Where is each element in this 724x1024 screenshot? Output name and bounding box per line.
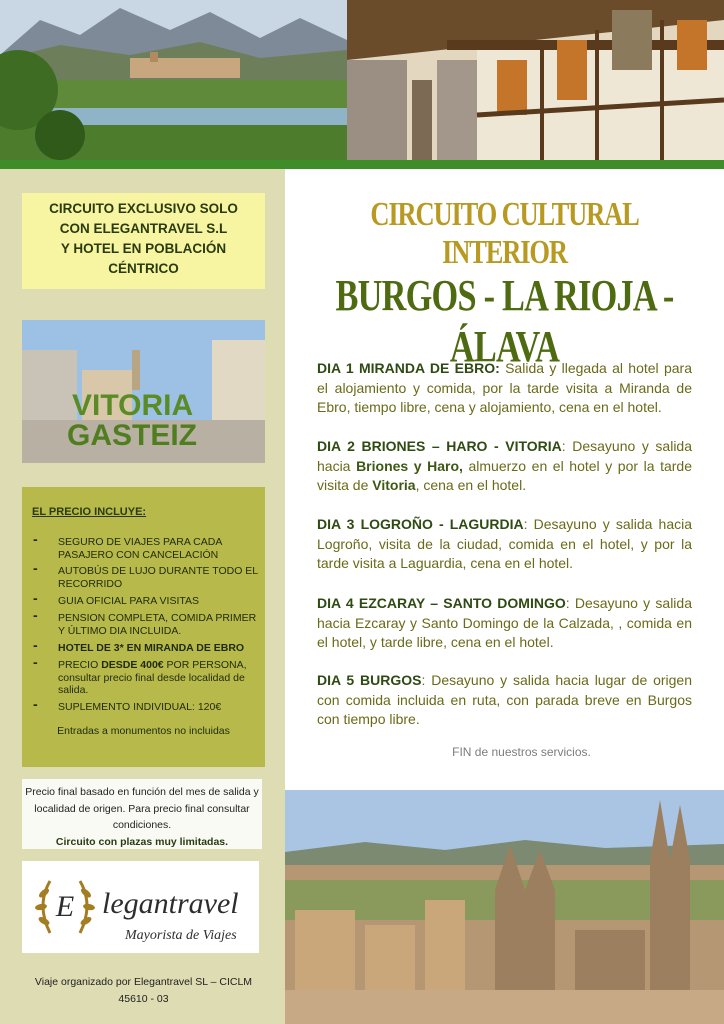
- vitoria-gasteiz-photo: [22, 320, 265, 463]
- bullet-dash: -: [33, 654, 38, 670]
- logo-name: legantravel: [102, 887, 239, 920]
- logo-tagline: Mayorista de Viajes: [125, 928, 237, 943]
- bullet-dash: -: [33, 590, 38, 606]
- include-item: SEGURO DE VIAJES PARA CADA PASAJERO CON CANCELACIÓN: [58, 536, 222, 561]
- include-item-price: PRECIO DESDE 400€ POR PERSONA, consultar precio final desde localidad de salida.: [58, 659, 247, 696]
- day-4-itinerary: DIA 4 EZCARAY – SANTO DOMINGO: Desayuno y salida hacia Ezcaray y Santo Domingo de la Calzada, , comida en el hotel, y tarde libre, cena en el hotel.: [317, 595, 692, 650]
- include-item: HOTEL DE 3* EN MIRANDA DE EBRO: [58, 642, 245, 654]
- gasteiz-sign-word: GASTEIZ: [67, 419, 198, 452]
- vitoria-sign-word: VITORIA: [72, 389, 194, 422]
- green-divider-band: [0, 160, 724, 169]
- half-timbered-building-photo: [347, 0, 724, 160]
- price-includes-title: EL PRECIO INCLUYE:: [32, 506, 147, 518]
- bullet-dash: -: [33, 607, 38, 623]
- include-item: GUIA OFICIAL PARA VISITAS: [58, 595, 200, 607]
- include-item: AUTOBÚS DE LUJO DURANTE TODO EL RECORRIDO: [58, 565, 258, 590]
- day-1-itinerary: DIA 1 MIRANDA DE EBRO: Salida y llegada al hotel para el alojamiento y comida, por la tarde visita a Miranda de Ebro, tiempo libre, cena y alojamiento, cena en el hotel.: [317, 360, 693, 415]
- intro-text: CIRCUITO EXCLUSIVO SOLO CON ELEGANTRAVEL S.L Y HOTEL EN POBLACIÓN CÉNTRICO: [49, 201, 238, 276]
- burgos-cathedral-photo: [285, 790, 724, 1024]
- day-5-itinerary: DIA 5 BURGOS: Desayuno y salida hacia lugar de origen con comida incluida en ruta, con parada breve en Burgos con tiempo libre.: [317, 672, 693, 727]
- organizer-note: Viaje organizado por Elegantravel SL – CICLM 45610 - 03: [34, 976, 253, 1005]
- vineyard-village-photo: [0, 0, 347, 160]
- include-item: SUPLEMENTO INDIVIDUAL: 120€: [58, 701, 222, 713]
- circuit-title: CIRCUITO CULTURAL INTERIOR: [370, 196, 639, 271]
- bullet-dash: -: [33, 696, 38, 712]
- entradas-note: Entradas a monumentos no incluidas: [57, 725, 230, 737]
- final-price-note: Precio final basado en función del mes de salida y localidad de origen. Para precio final consultar condiciones. Circuito con plazas muy limitadas.: [25, 786, 259, 848]
- include-item: PENSION COMPLETA, COMIDA PRIMER Y ÚLTIMO DIA INCLUIDA.: [58, 612, 257, 637]
- day-2-itinerary: DIA 2 BRIONES – HARO - VITORIA: Desayuno y salida hacia Briones y Haro, almuerzo en el hotel y por la tarde visita de Vitoria, cena en el hotel.: [317, 438, 692, 493]
- logo-initial: E: [55, 890, 75, 923]
- end-of-services-note: FIN de nuestros servicios.: [452, 745, 591, 759]
- bullet-dash: -: [33, 637, 38, 653]
- bullet-dash: -: [33, 531, 38, 547]
- elegantravel-logo: [22, 861, 259, 953]
- bullet-dash: -: [33, 560, 38, 576]
- route-title: BURGOS - LA RIOJA - ÁLAVA: [335, 271, 674, 371]
- day-3-itinerary: DIA 3 LOGROÑO - LAGURDIA: Desayuno y salida hacia Logroño, visita de la ciudad, comida en el hotel, y por la tarde visita a Laguardia, cena en el hotel.: [317, 516, 692, 571]
